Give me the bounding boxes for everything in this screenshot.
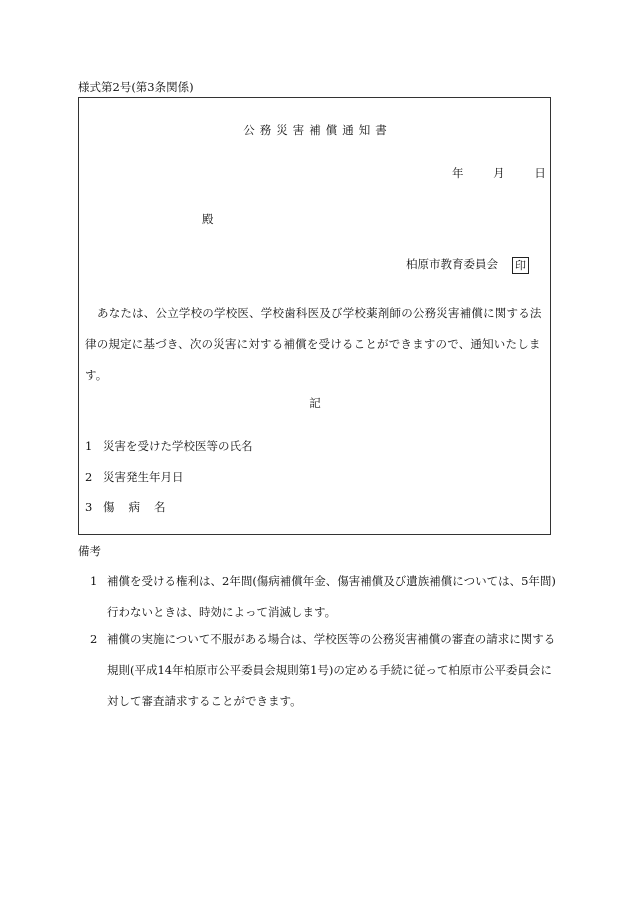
item-number: 2 [85,470,93,484]
notice-body: あなたは、公立学校の学校医、学校歯科医及び学校薬剤師の公務災害補償に関する法律の規定に基づき、次の災害に対する補償を受けることができますので、通知いたします。 [85,306,542,382]
item-injury-name [85,499,166,515]
remark-text: 補償の実施について不服がある場合は、学校医等の公務災害補償の審査の請求に関する規則(平成14年柏原市公平委員会規則第1号)の定める手続に従って柏原市公平委員会に対して審査請求することができます。 [107,632,556,708]
date-year: 年 [452,166,464,180]
date-line [452,165,546,181]
date-day: 日 [534,166,546,180]
document-title: 公務災害補償通知書 [243,123,392,137]
item-incident-date [85,469,184,485]
remark-item [90,566,560,628]
remark-number: 2 [90,632,98,646]
item-label-part: 名 [154,500,166,514]
remarks-heading: 備考 [78,544,101,558]
item-number: 3 [85,500,93,514]
remark-text: 補償を受ける権利は、2年間(傷病補償年金、傷害補償及び遺族補償については、5年間)行わないときは、時効によって消滅します。 [107,574,556,619]
item-label-part: 傷 [103,500,115,514]
item-label-part: 病 [128,500,140,514]
remark-item [90,624,560,717]
issuer-line [406,256,529,274]
item-number: 1 [85,439,93,453]
remark-number: 1 [90,574,98,588]
item-label: 災害を受けた学校医等の氏名 [103,439,253,453]
ki-heading: 記 [309,396,321,410]
form-number: 様式第2号(第3条関係) [78,80,194,94]
item-victim-name [85,438,253,454]
addressee-suffix: 殿 [202,212,214,226]
issuer-name: 柏原市教育委員会 [406,257,498,271]
item-label: 災害発生年月日 [103,470,184,484]
seal-mark: 印 [512,257,529,274]
date-month: 月 [493,166,505,180]
